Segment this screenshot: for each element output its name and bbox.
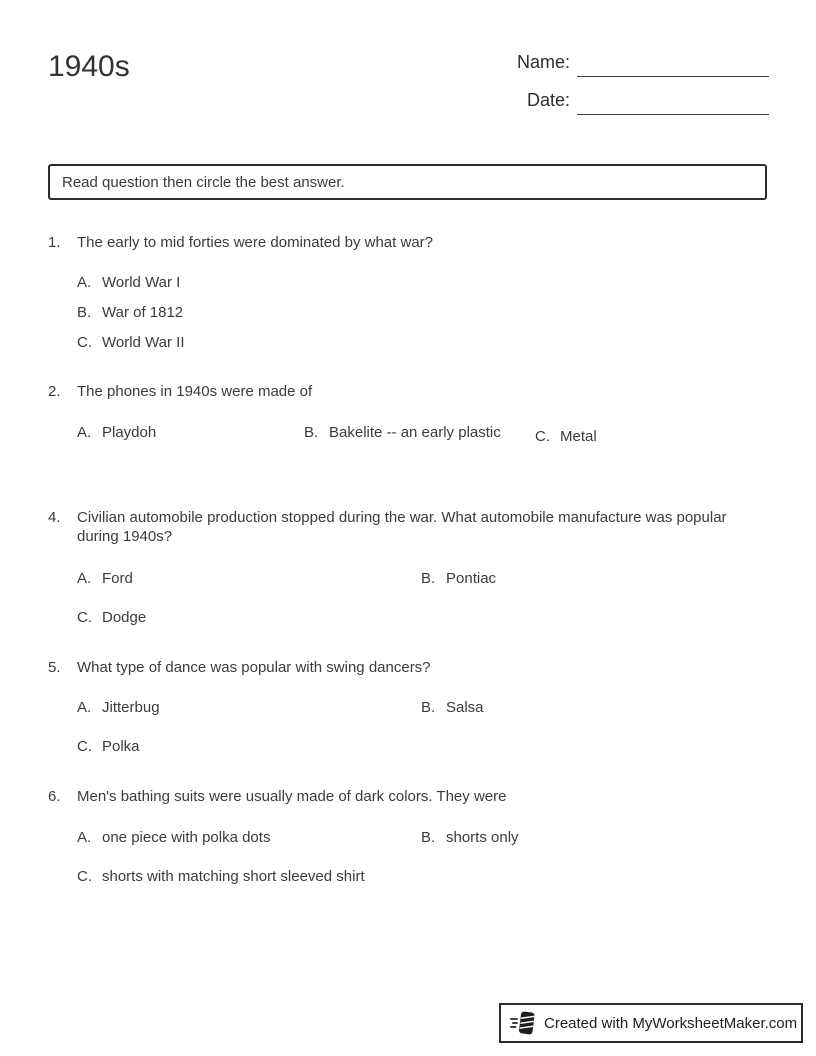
date-field-label: Date: xyxy=(526,90,570,110)
answer-option xyxy=(77,569,133,589)
credit-box xyxy=(499,1003,803,1043)
question-number: 1. xyxy=(48,234,61,251)
option-letter: B. xyxy=(77,304,92,321)
question-text: Civilian automobile production stopped during the war. What automobile manufacture was popular during 1940s? xyxy=(77,509,727,545)
option-letter: B. xyxy=(421,829,436,846)
option-text: shorts only xyxy=(446,829,519,846)
option-text: shorts with matching short sleeved shirt xyxy=(102,868,365,885)
question-4 xyxy=(48,508,768,628)
option-letter: A. xyxy=(77,829,92,846)
myworksheetmaker-logo-icon xyxy=(510,1008,536,1038)
question-6 xyxy=(48,787,768,887)
answer-option xyxy=(77,608,146,628)
answer-option xyxy=(421,828,519,848)
option-letter: B. xyxy=(421,699,436,716)
option-text: Jitterbug xyxy=(102,699,160,716)
option-letter: A. xyxy=(77,424,92,441)
option-letter: A. xyxy=(77,699,92,716)
option-letter: A. xyxy=(77,570,92,587)
question-text: The phones in 1940s were made of xyxy=(77,383,313,400)
option-text: Metal xyxy=(560,428,597,445)
question-number: 2. xyxy=(48,383,61,400)
answer-option xyxy=(77,698,160,718)
page-title: 1940s xyxy=(48,50,130,83)
option-text: Salsa xyxy=(446,699,484,716)
option-text: Bakelite -- an early plastic xyxy=(329,424,501,441)
answer-option xyxy=(77,867,365,887)
name-field-label: Name: xyxy=(516,52,570,72)
answer-option xyxy=(535,427,597,447)
question-2 xyxy=(48,382,768,447)
option-letter: C. xyxy=(77,868,92,885)
answer-option xyxy=(77,273,180,293)
name-field-line xyxy=(577,76,769,77)
option-text: Ford xyxy=(102,570,133,587)
option-text: Polka xyxy=(102,738,140,755)
option-text: one piece with polka dots xyxy=(102,829,271,846)
option-text: World War I xyxy=(102,274,181,291)
question-number: 4. xyxy=(48,509,61,526)
answer-option xyxy=(77,828,270,848)
instructions-box xyxy=(48,164,767,200)
instructions-text: Read question then circle the best answer. xyxy=(62,173,345,191)
question-text: The early to mid forties were dominated by what war? xyxy=(77,234,433,251)
option-letter: B. xyxy=(304,424,319,441)
credit-text: Created with MyWorksheetMaker.com xyxy=(544,1014,798,1032)
option-letter: C. xyxy=(535,428,550,445)
answer-option xyxy=(421,698,484,718)
question-text: What type of dance was popular with swing dancers? xyxy=(77,659,431,676)
option-text: Pontiac xyxy=(446,570,497,587)
answer-option xyxy=(304,423,501,443)
answer-option xyxy=(77,303,183,323)
answer-option xyxy=(77,423,156,443)
question-5 xyxy=(48,658,768,757)
option-letter: C. xyxy=(77,738,92,755)
option-text: War of 1812 xyxy=(102,304,184,321)
option-letter: B. xyxy=(421,570,436,587)
option-text: Dodge xyxy=(102,609,147,626)
option-text: World War II xyxy=(102,334,185,351)
date-field-line xyxy=(577,114,769,115)
question-text: Men's bathing suits were usually made of dark colors. They were xyxy=(77,788,507,805)
question-number: 6. xyxy=(48,788,61,805)
option-letter: C. xyxy=(77,609,92,626)
answer-option xyxy=(77,333,185,353)
question-1 xyxy=(48,233,768,353)
option-letter: A. xyxy=(77,274,92,291)
answer-option xyxy=(77,737,140,757)
option-text: Playdoh xyxy=(102,424,157,441)
answer-option xyxy=(421,569,496,589)
question-number: 5. xyxy=(48,659,61,676)
option-letter: C. xyxy=(77,334,92,351)
